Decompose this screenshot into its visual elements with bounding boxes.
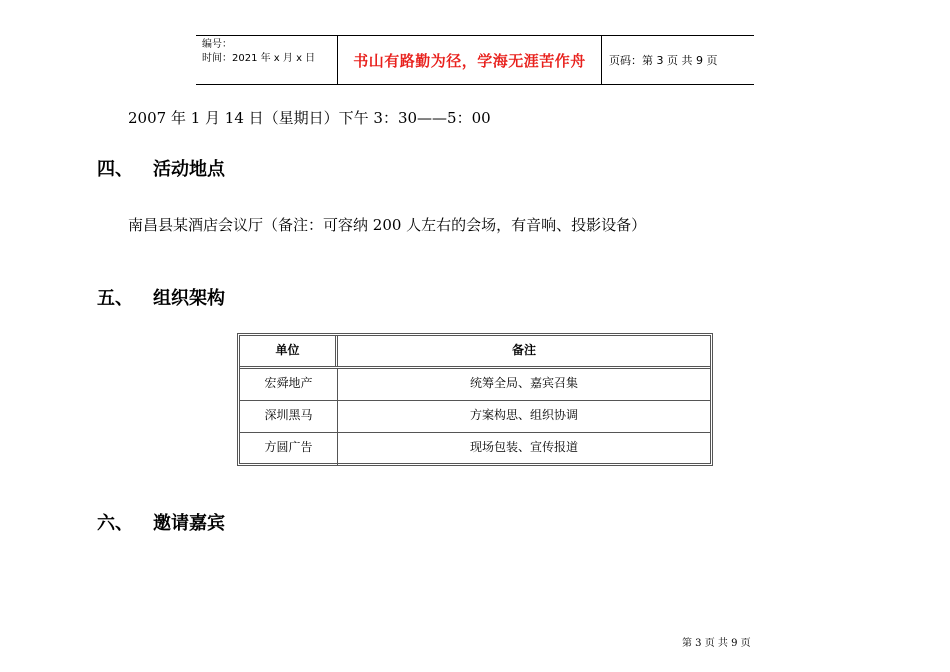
section-heading-venue — [97, 155, 225, 181]
section-title: 组织架构 — [153, 288, 225, 309]
table-cell-unit: 宏舜地产 — [240, 369, 338, 400]
table-cell-unit: 方圆广告 — [240, 433, 338, 465]
table-row — [240, 401, 710, 433]
table-header-row — [240, 336, 710, 369]
event-date-line: 2007 年 1 月 14 日（星期日）下午 3：30——5：00 — [128, 109, 491, 127]
header-page-label: 页码：第 3 页 共 9 页 — [609, 54, 718, 67]
document-time-label: 时间：2021 年 x 月 x 日 — [202, 53, 316, 64]
section-number: 六、 — [97, 513, 133, 534]
page-footer: 第 3 页 共 9 页 — [682, 638, 751, 649]
section-heading-organization — [97, 284, 225, 310]
header-motto: 书山有路勤为径，学海无涯苦作舟 — [338, 36, 602, 84]
venue-line: 南昌县某酒店会议厅（备注：可容纳 200 人左右的会场，有音响、投影设备） — [128, 216, 647, 234]
column-header-remarks: 备注 — [511, 343, 536, 357]
table-cell-remarks: 方案构思、组织协调 — [469, 408, 578, 422]
organization-table — [237, 333, 713, 466]
table-cell-remarks: 统筹全局、嘉宾召集 — [469, 376, 578, 390]
section-title: 活动地点 — [153, 159, 225, 180]
section-title: 邀请嘉宾 — [153, 513, 225, 534]
table-row — [240, 433, 710, 465]
column-header-unit: 单位 — [240, 336, 338, 366]
table-row — [240, 369, 710, 401]
header-meta-cell — [196, 36, 338, 84]
section-number: 五、 — [97, 288, 133, 309]
table-cell-unit: 深圳黑马 — [240, 401, 338, 432]
section-number: 四、 — [97, 159, 133, 180]
table-cell-remarks: 现场包装、宣传报道 — [469, 440, 578, 454]
document-number-label: 编号： — [202, 39, 232, 50]
section-heading-guests — [97, 509, 225, 535]
page-header — [196, 35, 754, 85]
